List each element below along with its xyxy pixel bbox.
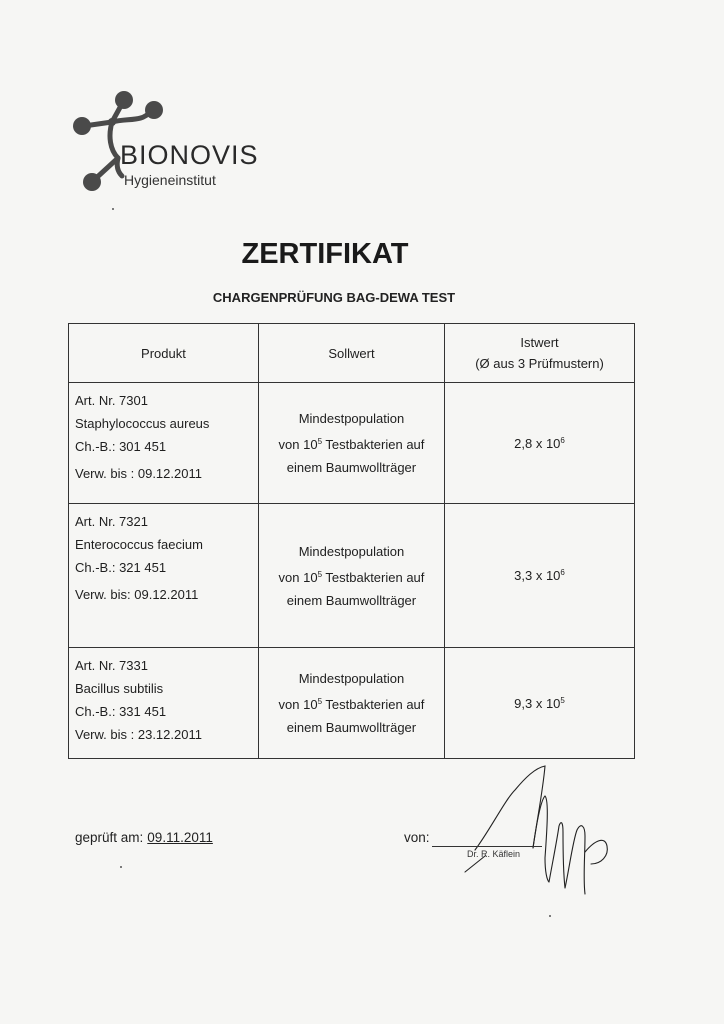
header-actual-line1: Istwert [520, 335, 559, 350]
target-line1: Mindestpopulation [298, 671, 405, 686]
document-subtitle: CHARGENPRÜFUNG BAG-DEWA TEST [212, 290, 456, 305]
article-number: Art. Nr. 7301 [75, 393, 148, 408]
organism-name: Enterococcus faecium [75, 537, 203, 552]
target-cell [258, 648, 444, 759]
actual-base: 3,3 x 10 [514, 568, 561, 583]
by-label: von: [404, 830, 430, 845]
product-cell [69, 648, 259, 759]
table-header-row [69, 324, 635, 383]
signature-line [432, 846, 542, 847]
target-line1: Mindestpopulation [298, 543, 405, 559]
target-line1: Mindestpopulation [298, 411, 405, 426]
target-line3: einem Baumwollträger [286, 592, 417, 608]
actual-base: 2,8 x 10 [514, 435, 561, 451]
checked-date-line [75, 830, 213, 845]
target-exponent: 5 [317, 569, 323, 579]
bionovis-logo [68, 88, 308, 198]
actual-exponent: 5 [560, 695, 565, 705]
paper-speck [112, 208, 114, 210]
target-base: von 10 [278, 697, 318, 712]
expiry-date: Verw. bis: 09.12.2011 [75, 587, 199, 602]
target-line3: einem Baumwollträger [286, 720, 417, 735]
header-product: Produkt [69, 324, 259, 383]
actual-base: 9,3 x 10 [514, 695, 561, 711]
table-row [69, 648, 635, 759]
actual-cell [445, 383, 635, 504]
logo-subtitle: Hygieneinstitut [124, 172, 216, 188]
target-cell [258, 504, 444, 648]
header-actual [445, 324, 635, 383]
target-line2 [260, 430, 443, 456]
actual-cell [445, 648, 635, 759]
target-line3: einem Baumwollträger [286, 460, 417, 475]
header-target: Sollwert [258, 324, 444, 383]
actual-cell [445, 504, 635, 648]
expiry-date: Verw. bis : 23.12.2011 [75, 727, 202, 742]
target-exponent: 5 [317, 697, 323, 706]
document-title: ZERTIFIKAT [241, 238, 409, 270]
actual-exponent: 6 [560, 568, 565, 577]
target-base: von 10 [278, 569, 318, 585]
target-line2 [260, 563, 443, 589]
target-exponent: 5 [317, 437, 323, 446]
certificate-table [68, 323, 635, 759]
article-number: Art. Nr. 7331 [75, 658, 148, 673]
organism-name: Staphylococcus aureus [75, 416, 210, 431]
article-number: Art. Nr. 7321 [75, 514, 148, 529]
target-rest: Testbakterien auf [322, 569, 425, 585]
product-cell [69, 504, 259, 648]
paper-speck [549, 915, 551, 917]
batch-number: Ch.-B.: 331 451 [75, 704, 167, 719]
logo-name: BIONOVIS [120, 140, 259, 170]
handwritten-signature-icon [445, 760, 615, 900]
target-line2 [260, 690, 443, 716]
product-cell [69, 383, 259, 504]
target-cell [258, 383, 444, 504]
actual-exponent: 6 [560, 435, 565, 445]
target-base: von 10 [278, 437, 318, 452]
organism-name: Bacillus subtilis [75, 681, 164, 696]
batch-number: Ch.-B.: 301 451 [75, 439, 167, 454]
header-actual-line2: (Ø aus 3 Prüfmustern) [475, 356, 604, 371]
batch-number: Ch.-B.: 321 451 [75, 560, 167, 575]
checked-date: 09.11.2011 [147, 830, 213, 845]
checked-label: geprüft am: [75, 830, 144, 845]
table-row [69, 504, 635, 648]
target-rest: Testbakterien auf [322, 697, 425, 712]
signer-name: Dr. R. Käflein [467, 849, 521, 859]
paper-speck [120, 866, 122, 868]
table-row [69, 383, 635, 504]
expiry-date: Verw. bis : 09.12.2011 [75, 466, 202, 481]
target-rest: Testbakterien auf [322, 437, 425, 452]
